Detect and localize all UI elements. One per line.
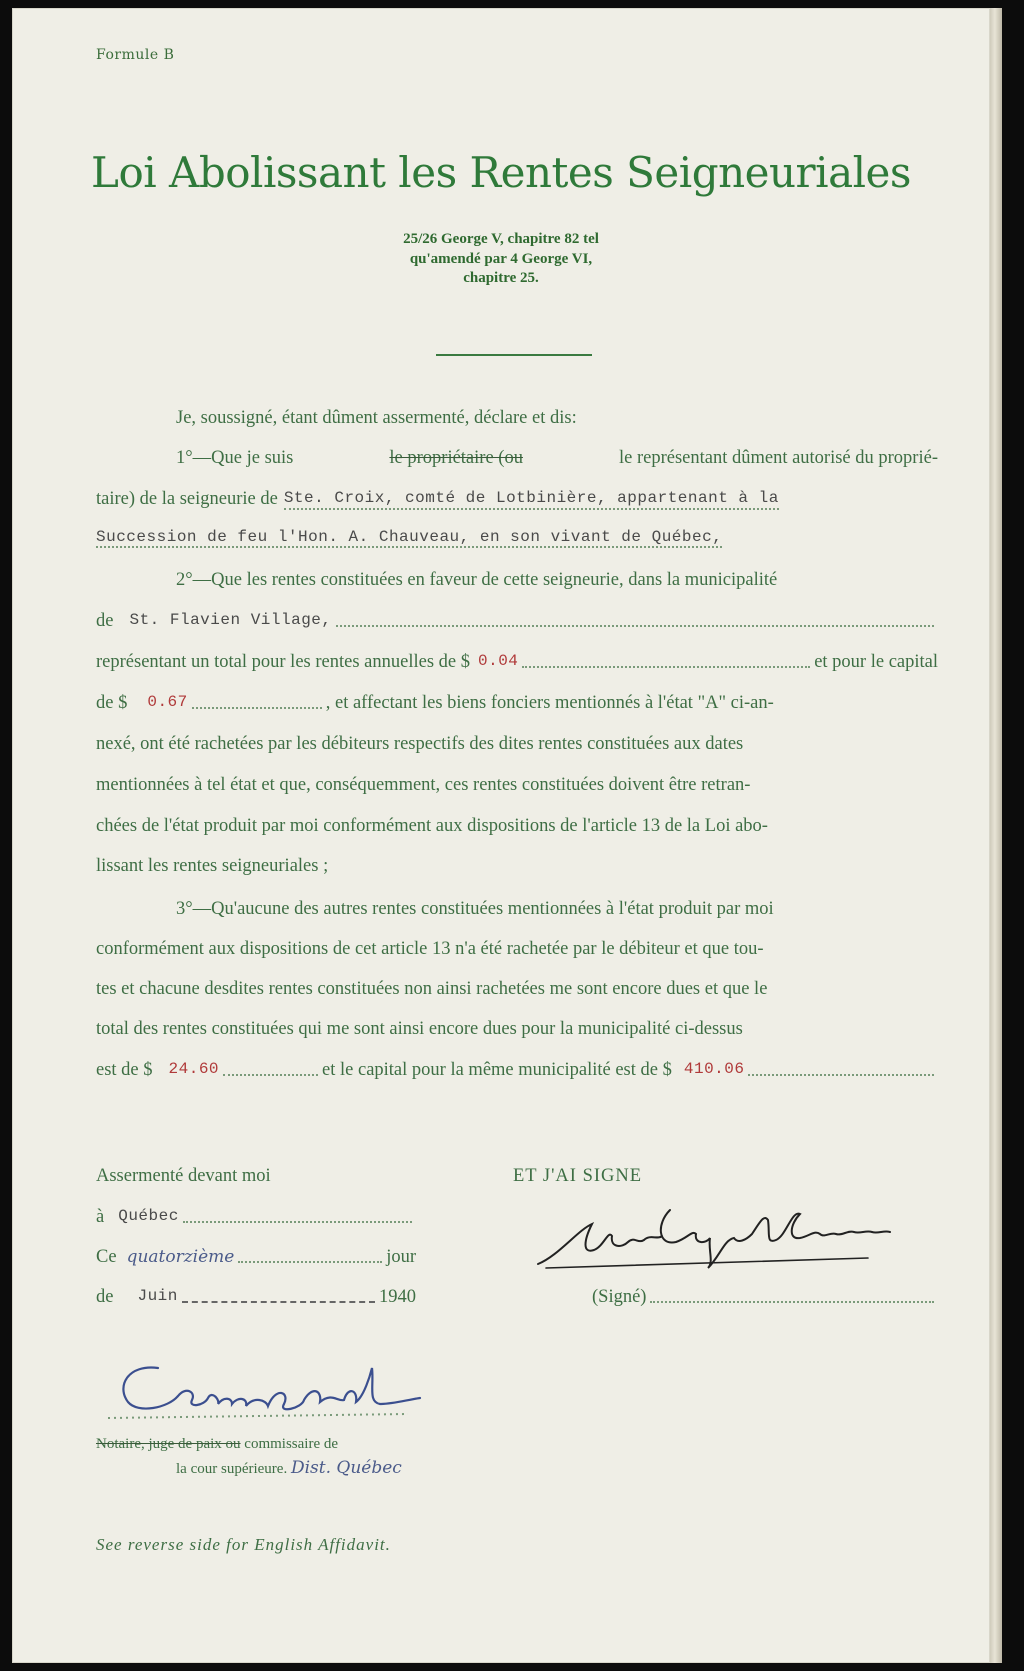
p3-line5-a: est de $ [96, 1060, 153, 1080]
sworn-month-line [96, 1287, 416, 1308]
sworn-month: Juin [137, 1287, 178, 1305]
intro-text: Je, soussigné, étant dûment assermenté, déclare et dis: [176, 408, 577, 428]
page-edge [990, 8, 1002, 1663]
document-page [12, 8, 990, 1663]
sworn-year: 1940 [379, 1287, 416, 1307]
p2-line3-b: et pour le capital [814, 652, 938, 672]
p2-line4-a: de $ [96, 693, 128, 713]
sworn-a: à [96, 1207, 105, 1227]
p1-line-1 [96, 448, 938, 469]
dotted-leader [748, 1060, 934, 1076]
dotted-leader [238, 1247, 382, 1263]
p2-line-6 [96, 775, 938, 796]
capital-total-value: 410.06 [683, 1060, 745, 1078]
p3-line5-b: et le capital pour la même municipalité est de $ [322, 1060, 672, 1080]
court-line [176, 1458, 402, 1478]
dotted-leader [192, 693, 322, 709]
notary-signature [108, 1356, 438, 1432]
p2-line6: mentionnées à tel état et que, conséquemment, ces rentes constituées doivent être retran- [96, 775, 751, 795]
footer-note: See reverse side for English Affidavit. [96, 1535, 391, 1554]
p3-line2: conformément aux dispositions de cet article 13 n'a été rachetée par le débiteur et que tou- [96, 939, 764, 959]
signed-text: (Signé) [592, 1287, 647, 1307]
p2-line-4 [96, 693, 938, 714]
sworn-label: Assermenté devant moi [96, 1166, 271, 1186]
p3-line4: total des rentes constituées qui me sont ainsi encore dues pour la municipalité ci-dessus [96, 1019, 743, 1039]
p2-line4-b: , et affectant les biens fonciers mentionnés à l'état "A" ci-an- [325, 693, 774, 713]
dotted-leader [522, 652, 810, 668]
p2-line-5 [96, 734, 938, 755]
p1-struck-text: le propriétaire (ou [389, 448, 523, 468]
p3-line-5 [96, 1060, 938, 1081]
sworn-day-handwritten: quatorzième [126, 1247, 235, 1267]
p3-line-1 [96, 899, 938, 920]
dotted-leader [336, 611, 935, 627]
p3-line-2 [96, 939, 938, 960]
notary-struck: Notaire, juge de paix ou [96, 1436, 241, 1452]
p1-line-3 [96, 526, 938, 547]
sworn-day-line [96, 1247, 416, 1268]
statute-line: 25/26 George V, chapitre 82 tel [403, 231, 599, 247]
capital-value: 0.67 [147, 693, 188, 711]
dashed-leader [182, 1287, 375, 1303]
signed-label: ET J'AI SIGNE [513, 1166, 643, 1186]
p2-line3-a: représentant un total pour les rentes annuelles de $ [96, 652, 470, 672]
p2-de: de [96, 611, 114, 631]
p1-line-2 [96, 489, 938, 510]
sworn-de: de [96, 1287, 114, 1307]
declarant-signature [538, 1200, 898, 1280]
succession-field: Succession de feu l'Hon. A. Chauveau, en son vivant de Québec, [96, 528, 723, 546]
notary-title-line [96, 1436, 338, 1453]
p2-line-8 [96, 856, 938, 877]
intro-line [96, 408, 938, 429]
statute-line: chapitre 25. [463, 270, 539, 286]
dotted-leader [183, 1207, 412, 1223]
signed-line [592, 1287, 938, 1308]
district-handwritten: Dist. Québec [290, 1458, 402, 1478]
statute-line: qu'amendé par 4 George VI, [409, 250, 593, 267]
p2-line-7 [96, 816, 938, 837]
p2-line1-text: 2°—Que les rentes constituées en faveur de cette seigneurie, dans la municipalité [176, 570, 778, 590]
p3-line-3 [96, 979, 938, 1000]
p2-line-1 [96, 570, 938, 591]
p3-line-4 [96, 1019, 938, 1040]
sworn-place-line [96, 1207, 416, 1228]
p2-line7: chées de l'état produit par moi conformément aux dispositions de l'article 13 de la Loi abo- [96, 816, 768, 836]
notary-commissaire: commissaire de [244, 1436, 339, 1452]
sworn-jour: jour [386, 1247, 416, 1267]
dotted-leader [650, 1287, 934, 1303]
p3-line1: 3°—Qu'aucune des autres rentes constituées mentionnées à l'état produit par moi [176, 899, 774, 919]
municipalite-field: St. Flavien Village, [129, 611, 332, 629]
p2-line-3 [96, 652, 938, 673]
rentes-annuelles-value: 0.04 [477, 652, 519, 670]
total-value: 24.60 [168, 1060, 220, 1078]
p1-number: 1°—Que je suis [176, 448, 294, 468]
p1-line2-start: taire) de la seigneurie de [96, 489, 278, 509]
p2-line-2 [96, 611, 938, 632]
p2-line8: lissant les rentes seigneuriales ; [96, 856, 329, 876]
p3-line3: tes et chacune desdites rentes constituées non ainsi rachetées me sont encore dues et que le [96, 979, 768, 999]
document-title: Loi Abolissant les Rentes Seigneuriales [91, 148, 911, 197]
sworn-ce: Ce [96, 1247, 117, 1267]
statute-reference [12, 230, 990, 289]
sworn-place: Québec [118, 1207, 179, 1225]
p2-line5: nexé, ont été rachetées par les débiteurs respectifs des dites rentes constituées aux dates [96, 734, 744, 754]
p1-rest: le représentant dûment autorisé du proprié- [618, 448, 938, 468]
form-number: Formule B [96, 47, 175, 63]
dotted-leader [223, 1060, 318, 1076]
seigneurie-field: Ste. Croix, comté de Lotbinière, appartenant à la [284, 489, 779, 510]
court-text: la cour supérieure. [176, 1461, 288, 1477]
title-divider [436, 354, 592, 356]
